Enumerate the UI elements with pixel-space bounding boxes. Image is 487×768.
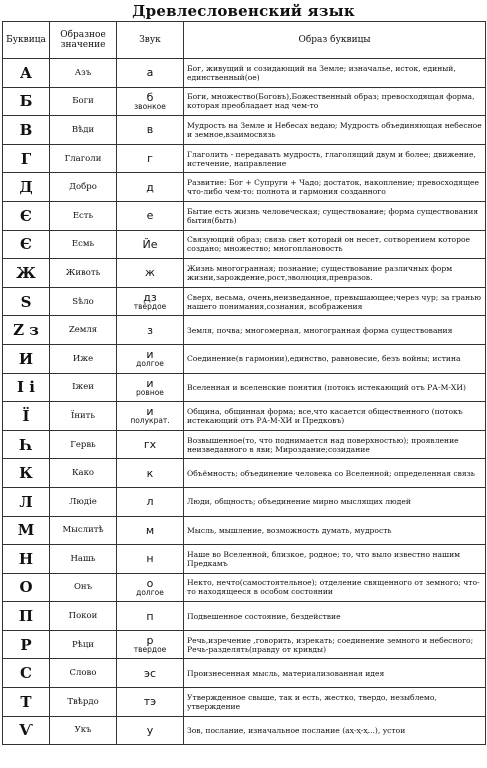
sound-cell	[117, 344, 184, 373]
table-row	[3, 602, 486, 631]
letter-cell: Ж	[3, 259, 50, 288]
sound-value: в	[146, 123, 154, 137]
name-cell: Іжеи	[50, 373, 117, 402]
sound-value: з	[147, 323, 153, 337]
meaning-cell: Развитие: Бог + Супруги + Чадо; достаток, накопление; превосходящее что-либо чем-то: полнота и гармония созданного	[184, 173, 486, 202]
name-cell: Азъ	[50, 59, 117, 88]
name-cell: Гервь	[50, 430, 117, 459]
sound-cell	[117, 116, 184, 145]
sound-value: а	[146, 66, 154, 80]
meaning-cell: Некто, нечто(самостоятельное); отделение священного от земного; что-то находящееся в особом состоянии	[184, 573, 486, 602]
meaning-cell: Наше во Вселенной, близкое, родное; то, что выло известно нашим Предкамъ	[184, 545, 486, 574]
meaning-cell: Боги, множество(Боговъ),Божественный образ; превосходящая форма, которая преобладает над чем-то	[184, 87, 486, 116]
sound-value: гх	[143, 438, 157, 452]
sound-cell	[117, 630, 184, 659]
sound-cell	[117, 59, 184, 88]
letter-cell: Н	[3, 545, 50, 574]
sound-cell	[117, 602, 184, 631]
table-row	[3, 630, 486, 659]
letter-cell: Г	[3, 144, 50, 173]
meaning-cell: Земля, почва; многомерная, многогранная форма существования	[184, 316, 486, 345]
table-row	[3, 287, 486, 316]
table-row	[3, 430, 486, 459]
name-cell: Твѣрдо	[50, 688, 117, 717]
meaning-cell: Речь,изречение ,говорить, изрекать; соединение земного и небесного; Речь-разделять(правду от кривды)	[184, 630, 486, 659]
sound-value: ж	[145, 266, 155, 280]
sound-value: и	[146, 348, 154, 362]
letter-cell: Є	[3, 201, 50, 230]
sound-cell	[117, 573, 184, 602]
name-cell: Како	[50, 459, 117, 488]
meaning-cell: Связующий образ; связь свет который он несет, сотворением которое создано; множество; многоплановость	[184, 230, 486, 259]
sound-cell	[117, 316, 184, 345]
meaning-cell: Бог, живущий и созидающий на Земле; изначалье, исток, единый, единственный(ое)	[184, 59, 486, 88]
letter-cell: Б	[3, 87, 50, 116]
sound-value: м	[145, 523, 155, 537]
name-cell: Добро	[50, 173, 117, 202]
name-cell: Мыслитѣ	[50, 516, 117, 545]
table-row	[3, 373, 486, 402]
table-row	[3, 116, 486, 145]
letter-cell: Р	[3, 630, 50, 659]
meaning-cell: Бытие есть жизнь человеческая; существование; форма существования бытия(быть)	[184, 201, 486, 230]
meaning-cell: Соединение(в гармонии),единство, равновесие, безъ войны; истина	[184, 344, 486, 373]
table-row	[3, 259, 486, 288]
letter-cell: Т	[3, 688, 50, 717]
sound-value: и	[146, 376, 154, 390]
header-sound: Звук	[117, 22, 184, 59]
name-cell: Покои	[50, 602, 117, 631]
sound-cell	[117, 230, 184, 259]
name-cell: Онъ	[50, 573, 117, 602]
alphabet-table	[2, 21, 486, 745]
table-row	[3, 344, 486, 373]
meaning-cell: Мудрость на Земле и Небесах ведаю; Мудрость объединяющая небесное и земное,взаимосвязь	[184, 116, 486, 145]
table-row	[3, 545, 486, 574]
meaning-cell: Община, общинная форма; все,что касается общественного (потокъ истекающий отъ РА-М-ХИ и Предковъ)	[184, 402, 486, 431]
table-row	[3, 59, 486, 88]
table-row	[3, 487, 486, 516]
header-image: Образ буквицы	[184, 22, 486, 59]
sound-cell	[117, 459, 184, 488]
table-header-row	[3, 22, 486, 59]
sound-note: долгое	[136, 359, 164, 369]
sound-cell	[117, 144, 184, 173]
meaning-cell: Объёмность; объединение человека со Вселенной; определенная связь	[184, 459, 486, 488]
letter-cell: А	[3, 59, 50, 88]
sound-value: д	[146, 180, 154, 194]
letter-cell: Ѵ	[3, 716, 50, 745]
sound-value: дз	[143, 291, 157, 305]
sound-value: эс	[143, 666, 157, 680]
sound-cell	[117, 373, 184, 402]
letter-cell: Ї	[3, 402, 50, 431]
sound-value: у	[146, 723, 154, 737]
letter-cell: Є	[3, 230, 50, 259]
meaning-cell: Возвышенное(то, что поднимается над поверхностью); проявление неизведанного в яви; Мироздание;созидание	[184, 430, 486, 459]
letter-cell: Ѕ	[3, 287, 50, 316]
meaning-cell: Вселенная и вселенские понятия (потокъ истекающий отъ РА-М-ХИ)	[184, 373, 486, 402]
meaning-cell: Сверх, весьма, очень,неизведанное, превышающее;через чур; за гранью нашего понимания,сознания, всображения	[184, 287, 486, 316]
sound-cell	[117, 259, 184, 288]
meaning-cell: Зов, послание, изначальное послание (аҳ-ҳ-ҳ...), устои	[184, 716, 486, 745]
table-row	[3, 201, 486, 230]
table-row	[3, 230, 486, 259]
header-figurative: Образное значение	[50, 22, 117, 59]
sound-cell	[117, 173, 184, 202]
sound-note: твердое	[133, 645, 167, 655]
name-cell: Ѕѣло	[50, 287, 117, 316]
sound-cell	[117, 545, 184, 574]
sound-value: е	[146, 209, 154, 223]
sound-cell	[117, 659, 184, 688]
name-cell: Вѣди	[50, 116, 117, 145]
letter-cell: О	[3, 573, 50, 602]
name-cell: Иже	[50, 344, 117, 373]
meaning-cell: Люди, общность; объединение мирно мыслящих людей	[184, 487, 486, 516]
table-row	[3, 316, 486, 345]
sound-value: г	[147, 152, 153, 166]
name-cell: Животь	[50, 259, 117, 288]
letter-cell: Л	[3, 487, 50, 516]
sound-value: тэ	[143, 695, 157, 709]
name-cell: Рѣци	[50, 630, 117, 659]
sound-note: ровное	[136, 387, 164, 397]
sound-value: и	[146, 405, 154, 419]
name-cell: Есмь	[50, 230, 117, 259]
letter-cell: Һ	[3, 430, 50, 459]
table-row	[3, 516, 486, 545]
sound-value: п	[146, 609, 154, 623]
sound-value: н	[146, 552, 154, 566]
meaning-cell: Жизнь многогранная; познание; существование различных форм жизни,зарождение,рост,эволюция,превразов.	[184, 259, 486, 288]
letter-cell: С	[3, 659, 50, 688]
sound-cell	[117, 716, 184, 745]
name-cell: Укъ	[50, 716, 117, 745]
table-row	[3, 144, 486, 173]
sound-value: б	[146, 90, 154, 104]
header-letter: Буквица	[3, 22, 50, 59]
sound-value: Йе	[142, 237, 158, 251]
name-cell: Їнить	[50, 402, 117, 431]
table-row	[3, 87, 486, 116]
sound-cell	[117, 688, 184, 717]
sound-value: о	[146, 576, 154, 590]
table-row	[3, 659, 486, 688]
letter-cell: К	[3, 459, 50, 488]
sound-cell	[117, 516, 184, 545]
sound-note: твёрдое	[133, 302, 167, 312]
sound-cell	[117, 430, 184, 459]
name-cell: Слово	[50, 659, 117, 688]
page-title: Древлесловенский язык	[132, 2, 355, 20]
letter-cell: Д	[3, 173, 50, 202]
table-row	[3, 716, 486, 745]
letter-cell: Ζ з	[3, 316, 50, 345]
name-cell: Есть	[50, 201, 117, 230]
letter-cell: П	[3, 602, 50, 631]
name-cell: Ζемля	[50, 316, 117, 345]
letter-cell: В	[3, 116, 50, 145]
name-cell: Боги	[50, 87, 117, 116]
sound-value: р	[146, 634, 154, 648]
table-row	[3, 573, 486, 602]
table-row	[3, 173, 486, 202]
sound-note: долгое	[136, 587, 164, 597]
table-row	[3, 402, 486, 431]
meaning-cell: Произнесенная мысль, материализованная идея	[184, 659, 486, 688]
sound-note: полукрат.	[130, 416, 170, 426]
meaning-cell: Мысль, мышление, возможность думать, мудрость	[184, 516, 486, 545]
name-cell: Людіе	[50, 487, 117, 516]
table-row	[3, 688, 486, 717]
meaning-cell: Подвешенное состояние, бездействие	[184, 602, 486, 631]
sound-cell	[117, 287, 184, 316]
sound-cell	[117, 402, 184, 431]
letter-cell: І і	[3, 373, 50, 402]
letter-cell: М	[3, 516, 50, 545]
meaning-cell: Утвержденное свыше, так и есть, жестко, твердо, незыблемо, утверждение	[184, 688, 486, 717]
sound-cell	[117, 487, 184, 516]
letter-cell: И	[3, 344, 50, 373]
sound-cell	[117, 87, 184, 116]
sound-cell	[117, 201, 184, 230]
name-cell: Глаголи	[50, 144, 117, 173]
sound-note: звонкое	[134, 101, 166, 111]
meaning-cell: Глаголить - передавать мудрость, глаголящий двум и более; движение, истечение, направление	[184, 144, 486, 173]
table-row	[3, 459, 486, 488]
name-cell: Нашь	[50, 545, 117, 574]
sound-value: л	[146, 495, 154, 509]
sound-value: к	[146, 466, 154, 480]
